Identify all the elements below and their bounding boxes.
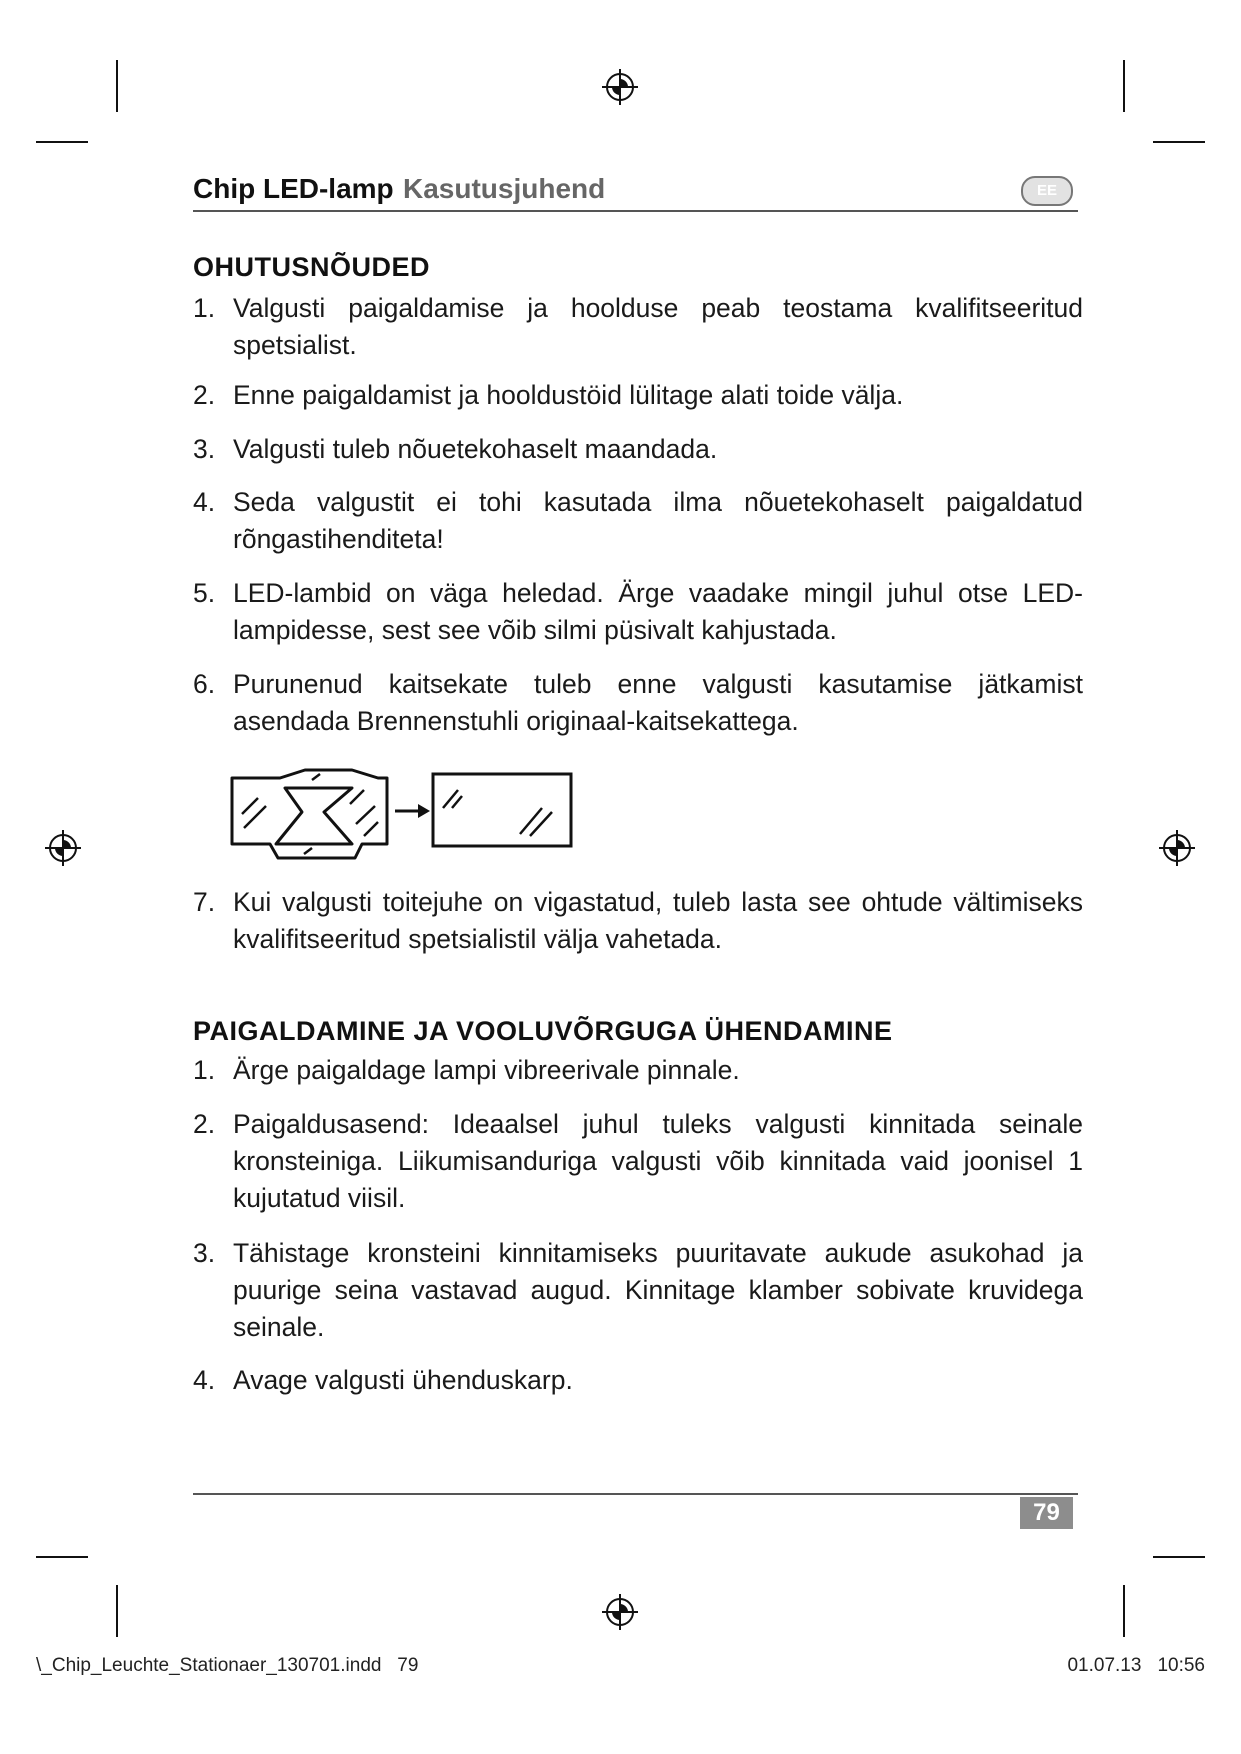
crop-mark: [1153, 1556, 1205, 1558]
list-item: [193, 1362, 1083, 1399]
item-text: LED-lambid on väga heledad. Ärge vaadake mingil juhul otse LED-lampidesse, sest see võib silmi püsivalt kahjustada.: [233, 578, 1083, 645]
item-text: Seda valgustit ei tohi kasutada ilma nõuetekohaselt paigaldatud rõngastihenditeta!: [233, 487, 1083, 554]
item-text: Purunenud kaitsekate tuleb enne valgusti kasutamise jätkamist asendada Brennenstuhli originaal-kaitsekattega.: [233, 669, 1083, 736]
footer-rule: [193, 1493, 1078, 1495]
crop-mark: [116, 1585, 118, 1637]
item-text: Ärge paigaldage lampi vibreerivale pinnale.: [233, 1055, 740, 1085]
item-number: 4.: [193, 487, 216, 517]
crop-mark: [116, 60, 118, 112]
page-number: 79: [1020, 1497, 1073, 1529]
list-item: [193, 1106, 1083, 1217]
item-number: 2.: [193, 380, 216, 410]
slug-filename: \_Chip_Leuchte_Stationaer_130701.indd: [36, 1655, 382, 1676]
list-item: [193, 377, 1083, 414]
item-text: Enne paigaldamist ja hooldustöid lülitage alati toide välja.: [233, 380, 904, 410]
list-item: [193, 884, 1083, 958]
item-number: 1.: [193, 293, 216, 323]
crop-mark: [1153, 141, 1205, 143]
registration-mark-icon: [1157, 828, 1197, 868]
list-item: [193, 484, 1083, 558]
list-item: [193, 431, 1083, 468]
registration-mark-icon: [43, 828, 83, 868]
section-title-safety: OHUTUSNÕUDED: [193, 252, 431, 282]
item-text: Valgusti paigaldamise ja hoolduse peab teostama kvalifitseeritud spetsialist.: [233, 293, 1083, 360]
item-number: 5.: [193, 578, 216, 608]
print-slug-date: [1051, 1655, 1205, 1677]
item-text: Tähistage kronsteini kinnitamiseks puuritavate aukude asukohad ja puurige seina vastavad augud. Kinnitage klamber sobivate kruvidega seinale.: [233, 1238, 1083, 1342]
section-title-installation: PAIGALDAMINE JA VOOLUVÕRGUGA ÜHENDAMINE: [193, 1016, 893, 1046]
item-text: Valgusti tuleb nõuetekohaselt maandada.: [233, 434, 718, 464]
crop-mark: [36, 1556, 88, 1558]
cover-replacement-illustration: [230, 764, 575, 864]
item-number: 3.: [193, 434, 216, 464]
slug-time: 10:56: [1157, 1655, 1205, 1676]
manual-title: Kasutusjuhend: [403, 173, 606, 204]
registration-mark-icon: [600, 1592, 640, 1632]
crop-mark: [1123, 1585, 1125, 1637]
list-item: [193, 575, 1083, 649]
item-number: 1.: [193, 1055, 216, 1085]
slug-page: 79: [397, 1655, 419, 1676]
print-slug-file: [36, 1655, 418, 1677]
slug-date: 01.07.13: [1067, 1655, 1142, 1676]
item-text: Paigaldusasend: Ideaalsel juhul tuleks valgusti kinnitada seinale kronsteiniga. Liikumisanduriga valgusti võib kinnitada vaid joonisel 1 kujutatud viisil.: [233, 1109, 1083, 1213]
list-item: [193, 1235, 1083, 1346]
item-number: 2.: [193, 1109, 216, 1139]
list-item: [193, 666, 1083, 740]
page-header: [193, 170, 1078, 212]
item-number: 6.: [193, 669, 216, 699]
product-name: Chip LED-lamp: [193, 173, 394, 204]
list-item: [193, 1052, 1083, 1089]
item-text: Kui valgusti toitejuhe on vigastatud, tuleb lasta see ohtude vältimiseks kvalifitseeritud spetsialistil välja vahetada.: [233, 887, 1083, 954]
item-number: 7.: [193, 887, 216, 917]
item-number: 4.: [193, 1365, 216, 1395]
item-text: Avage valgusti ühenduskarp.: [233, 1365, 573, 1395]
item-number: 3.: [193, 1238, 216, 1268]
crop-mark: [1123, 60, 1125, 112]
registration-mark-icon: [600, 67, 640, 107]
crop-mark: [36, 141, 88, 143]
language-badge: EE: [1021, 176, 1073, 206]
list-item: [193, 290, 1083, 364]
